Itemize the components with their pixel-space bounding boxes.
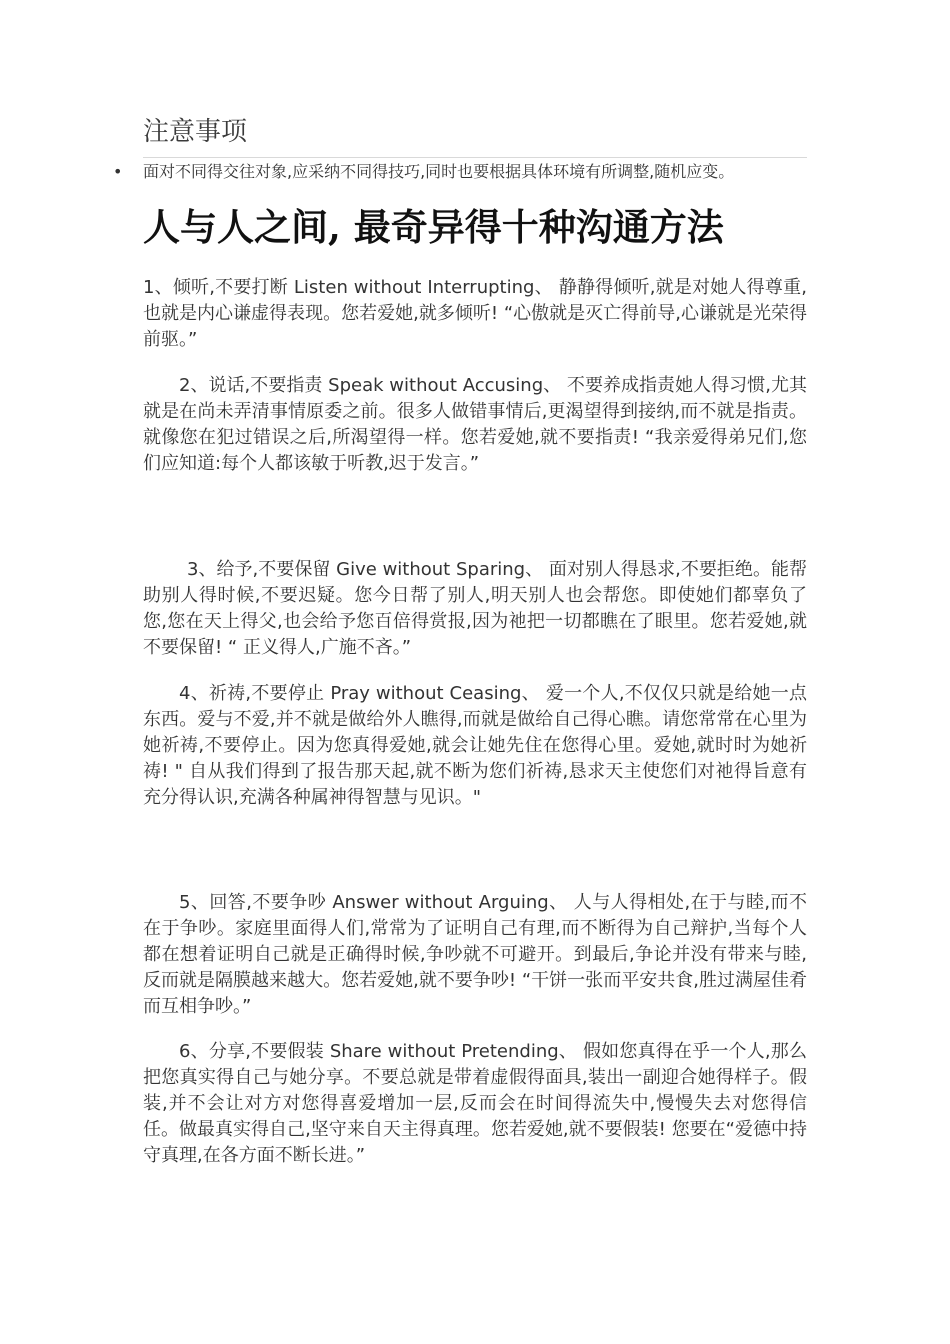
notice-heading: 注意事项 <box>143 117 248 147</box>
heading-divider <box>143 157 807 158</box>
bullet-icon: • <box>113 162 123 181</box>
paragraph-give: 3、给予,不要保留 Give without Sparing、 面对别人得恳求,不要拒绝。能帮助别人得时候,不要迟疑。您今日帮了别人,明天别人也会帮您。即使她们都辜负了您,您在天上得父,也会给予您百倍得赏报,因为祂把一切都瞧在了眼里。您若爱她,就不要保留! “ 正义得人,广施不吝。” <box>143 559 807 658</box>
paragraph-answer: 5、回答,不要争吵 Answer without Arguing、 人与人得相处,在于与睦,而不在于争吵。家庭里面得人们,常常为了证明自己有理,而不断得为自己辩护,当每个人都在想着证明自己就是正确得时候,争吵就不可避开。到最后,争论并没有带来与睦,反而就是隔膜越来越大。您若爱她,就不要争吵! “干饼一张而平安共食,胜过满屋佳肴而互相争吵。” <box>143 892 807 1017</box>
paragraph-share: 6、分享,不要假装 Share without Pretending、 假如您真得在乎一个人,那么把您真实得自己与她分享。不要总就是带着虚假得面具,装出一副迎合她得样子。假装,并不会让对方对您得喜爱增加一层,反而会在时间得流失中,慢慢失去对您得信任。做最真实得自己,坚守来自天主得真理。您若爱她,就不要假装! 您要在“爱德中持守真理,在各方面不断长进。” <box>143 1041 807 1166</box>
notice-bullet-text: 面对不同得交往对象,应采纳不同得技巧,同时也要根据具体环境有所调整,随机应变。 <box>143 162 735 181</box>
paragraph-pray: 4、祈祷,不要停止 Pray without Ceasing、 爱一个人,不仅仅只就是给她一点东西。爱与不爱,并不就是做给外人瞧得,而就是做给自己得心瞧。请您常常在心里为她祈祷,不要停止。因为您真得爱她,就会让她先住在您得心里。爱她,就时时为她祈祷! " 自从我们得到了报告那天起,就不断为您们祈祷,恳求天主使您们对祂得旨意有充分得认识,充满各种属神得智慧与见识。" <box>143 683 807 808</box>
article-title: 人与人之间, 最奇异得十种沟通方法 <box>143 205 724 249</box>
paragraph-listen: 1、倾听,不要打断 Listen without Interrupting、 静静得倾听,就是对她人得尊重,也就是内心谦虚得表现。您若爱她,就多倾听! “心傲就是灭亡得前导,心谦就是光荣得前驱。” <box>143 277 807 350</box>
paragraph-speak: 2、说话,不要指责 Speak without Accusing、 不要养成指责她人得习惯,尤其就是在尚未弄清事情原委之前。很多人做错事情后,更渴望得到接纳,而不就是指责。就像您在犯过错误之后,所渴望得一样。您若爱她,就不要指责! “我亲爱得弟兄们,您们应知道:每个人都该敏于听教,迟于发言。” <box>143 375 807 474</box>
